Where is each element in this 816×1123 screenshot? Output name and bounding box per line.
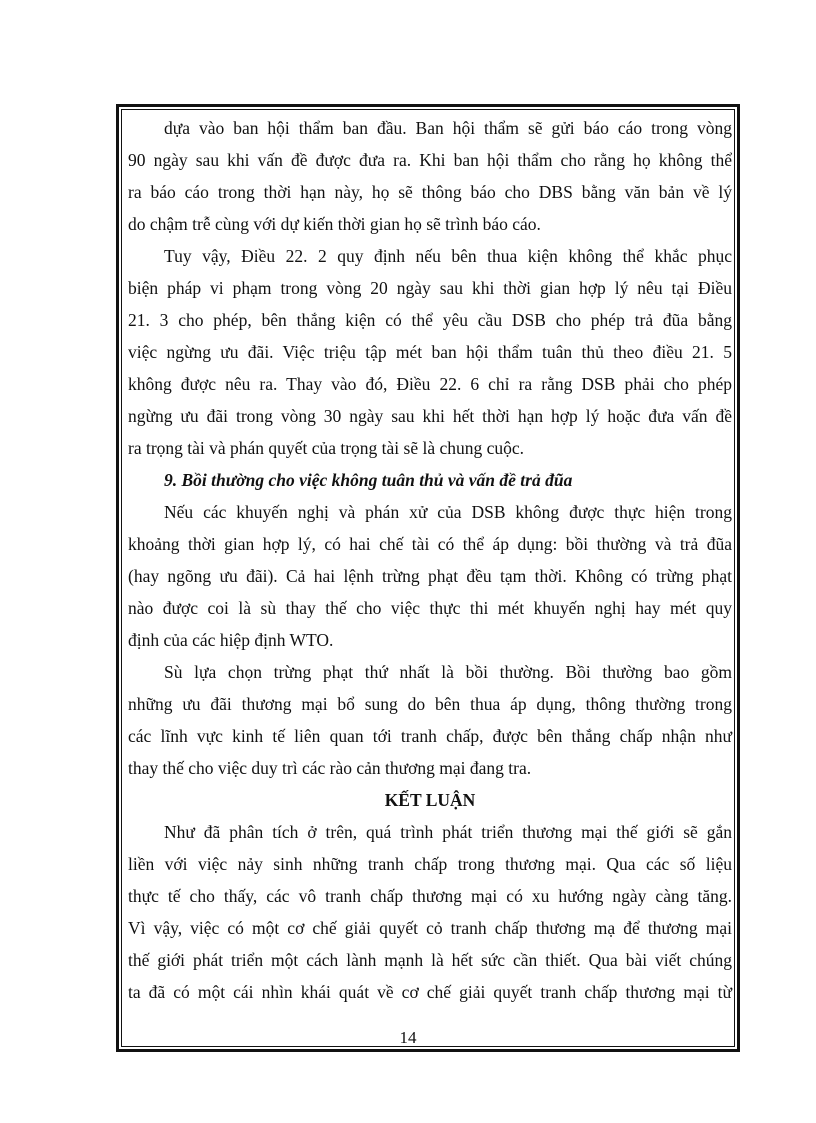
text-line: 90 ngày sau khi vấn đề được đưa ra. Khi ban hội thẩm cho rằng họ không thể [128,150,732,170]
paragraph-5 [128,816,732,1008]
text-line: Tuy vậy, Điều 22. 2 quy định nếu bên thua kiện không thể khắc phục [164,246,732,266]
page-number: 14 [399,1028,417,1047]
text-line: thực tế cho thấy, các vô tranh chấp thương mại có xu hướng ngày càng tăng. [128,886,732,906]
text-line: biện pháp vi phạm trong vòng 20 ngày sau khi thời gian hợp lý nêu tại Điều [128,278,732,298]
conclusion-title: KẾT LUẬN [384,790,476,810]
document-body [128,112,732,1008]
text-line: ra trọng tài và phán quyết của trọng tài sẽ là chung cuộc. [128,438,525,458]
paragraph-3 [128,496,732,656]
text-line: những ưu đãi thương mại bổ sung do bên thua áp dụng, thông thường trong [128,694,732,714]
text-line: Sù lựa chọn trừng phạt thứ nhất là bồi thường. Bồi thường bao gồm [164,662,732,682]
text-line: (hay ngõng ưu đãi). Cả hai lệnh trừng phạt đều tạm thời. Không có trừng phạt [128,566,732,586]
text-line: liền với việc nảy sinh những tranh chấp trong thương mại. Qua các số liệu [128,854,732,874]
text-line: Vì vậy, việc có một cơ chế giải quyết cỏ tranh chấp thương mạ để thương mại [128,918,732,938]
paragraph-1 [128,112,732,240]
paragraph-2 [128,240,732,464]
text-line: nào được coi là sù thay thế cho việc thực thi mét khuyến nghị hay mét quy [128,598,732,618]
text-line: Như đã phân tích ở trên, quá trình phát triển thương mại thế giới sẽ gắn [164,822,732,842]
text-line: không được nêu ra. Thay vào đó, Điều 22. 6 chỉ ra rằng DSB phải cho phép [128,374,732,394]
text-line: thay thế cho việc duy trì các rào cản thương mại đang tra. [128,758,532,778]
paragraph-4 [128,656,732,784]
text-line: Nếu các khuyến nghị và phán xử của DSB không được thực hiện trong [164,502,732,522]
text-line: ta đã có một cái nhìn khái quát về cơ chế giải quyết tranh chấp thương mại từ [128,982,732,1002]
text-line: do chậm trễ cùng với dự kiến thời gian họ sẽ trình báo cáo. [128,214,541,234]
text-line: các lĩnh vực kinh tế liên quan tới tranh chấp, được bên thắng chấp nhận như [128,726,732,746]
text-line: dựa vào ban hội thẩm ban đầu. Ban hội thẩm sẽ gửi báo cáo trong vòng [164,118,732,138]
text-line: ngừng ưu đãi trong vòng 30 ngày sau khi hết thời hạn hợp lý hoặc đưa vấn đề [128,406,732,426]
section-heading: 9. Bồi thường cho việc không tuân thủ và vấn đề trả đũa [164,470,573,490]
text-line: định của các hiệp định WTO. [128,630,334,650]
text-line: khoảng thời gian hợp lý, có hai chế tài có thể áp dụng: bồi thường và trả đũa [128,534,732,554]
text-line: 21. 3 cho phép, bên thắng kiện có thể yêu cầu DSB cho phép trả đũa bằng [128,310,732,330]
text-line: việc ngừng ưu đãi. Việc triệu tập mét ban hội thẩm tuân thủ theo điều 21. 5 [128,342,732,362]
text-line: ra báo cáo trong thời hạn này, họ sẽ thông báo cho DBS bằng văn bản về lý [128,182,732,202]
text-line: thế giới phát triển một cách lành mạnh là hết sức cần thiết. Qua bài viết chúng [128,950,732,970]
